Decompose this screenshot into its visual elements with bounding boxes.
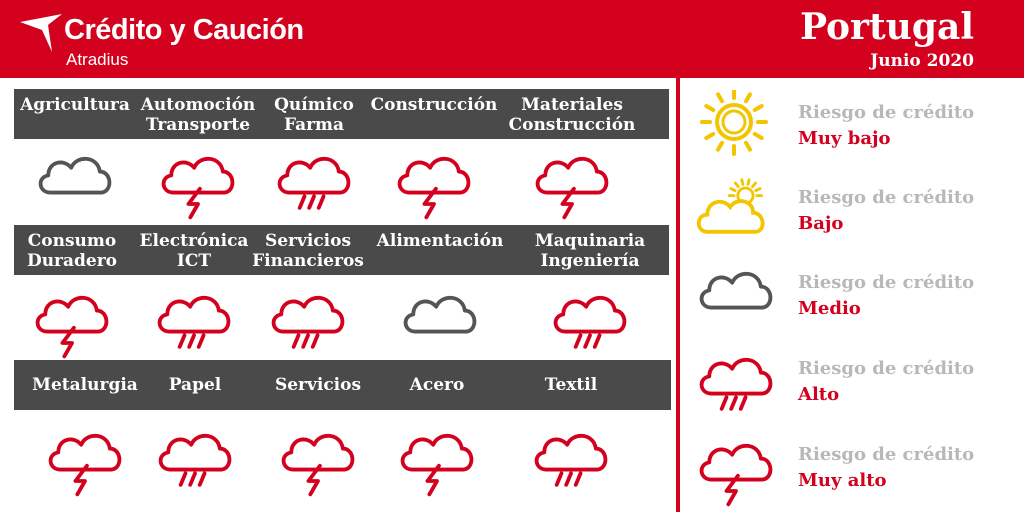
storm-cloud-icon bbox=[43, 420, 127, 504]
sector-label bbox=[497, 95, 647, 135]
sector-label-line: Servicios bbox=[274, 375, 362, 395]
atradius-logo-icon bbox=[18, 12, 64, 54]
cloud-icon bbox=[398, 282, 482, 366]
sector-label-line: Ingeniería bbox=[540, 251, 640, 271]
storm-cloud-icon bbox=[395, 420, 479, 504]
rain-cloud-icon bbox=[548, 282, 632, 366]
sector-label-line: Financieros bbox=[252, 251, 364, 271]
legend-risk-level: Alto bbox=[798, 384, 840, 405]
sector-label-line: Construcción bbox=[370, 95, 498, 115]
rain-cloud-icon bbox=[153, 420, 237, 504]
rain-cloud-icon bbox=[694, 344, 778, 428]
sector-label-line: Consumo bbox=[27, 231, 117, 251]
cloud-icon bbox=[33, 143, 117, 227]
rain-cloud-icon bbox=[266, 282, 350, 366]
brand-name: Crédito y Caución bbox=[64, 14, 304, 46]
divider-line bbox=[676, 78, 680, 512]
country-title: Portugal bbox=[799, 6, 974, 48]
sector-label bbox=[365, 231, 515, 251]
sector-label-line: Metalurgia bbox=[32, 375, 138, 395]
sector-label bbox=[359, 95, 509, 115]
sector-label bbox=[362, 375, 512, 395]
rain-cloud-icon bbox=[529, 420, 613, 504]
sector-label-line: Farma bbox=[283, 115, 345, 135]
sector-label-line: Duradero bbox=[26, 251, 118, 271]
sector-label bbox=[496, 375, 646, 395]
rain-cloud-icon bbox=[152, 282, 236, 366]
legend-risk-level: Muy alto bbox=[798, 470, 887, 491]
sun-icon bbox=[694, 90, 774, 160]
sector-label-line: Alimentación bbox=[376, 231, 504, 251]
legend-title: Riesgo de crédito bbox=[798, 102, 975, 123]
report-date: Junio 2020 bbox=[870, 51, 974, 71]
sun-cloud-icon bbox=[694, 175, 774, 245]
sector-label-line: Acero bbox=[409, 375, 465, 395]
legend-risk-level: Bajo bbox=[798, 213, 844, 234]
sector-label-line: Automoción bbox=[140, 95, 256, 115]
header-banner bbox=[0, 0, 1024, 78]
sector-label-line: Construcción bbox=[508, 115, 636, 135]
legend-title: Riesgo de crédito bbox=[798, 358, 975, 379]
brand-sub: Atradius bbox=[66, 50, 129, 69]
sector-label-line: Papel bbox=[168, 375, 222, 395]
legend-title: Riesgo de crédito bbox=[798, 272, 975, 293]
sector-label bbox=[233, 231, 383, 271]
storm-cloud-icon bbox=[30, 282, 114, 366]
sector-label-line: Materiales bbox=[521, 95, 623, 115]
sector-label bbox=[515, 231, 665, 271]
storm-cloud-icon bbox=[530, 143, 614, 227]
sector-label-line: Electrónica bbox=[139, 231, 249, 251]
storm-cloud-icon bbox=[694, 430, 778, 514]
sector-label-line: Agricultura bbox=[20, 95, 130, 115]
cloud-icon bbox=[694, 258, 778, 342]
sector-label-line: Químico bbox=[274, 95, 354, 115]
sector-label-line: Maquinaria bbox=[534, 231, 646, 251]
storm-cloud-icon bbox=[392, 143, 476, 227]
sector-label-line: Textil bbox=[544, 375, 598, 395]
sector-label-line: ICT bbox=[176, 251, 212, 271]
legend-risk-level: Medio bbox=[798, 298, 861, 319]
storm-cloud-icon bbox=[156, 143, 240, 227]
sector-label-line: Servicios bbox=[264, 231, 352, 251]
legend-title: Riesgo de crédito bbox=[798, 444, 975, 465]
legend-risk-level: Muy bajo bbox=[798, 128, 891, 149]
legend-title: Riesgo de crédito bbox=[798, 187, 975, 208]
storm-cloud-icon bbox=[276, 420, 360, 504]
rain-cloud-icon bbox=[272, 143, 356, 227]
sector-label-line: Transporte bbox=[145, 115, 251, 135]
